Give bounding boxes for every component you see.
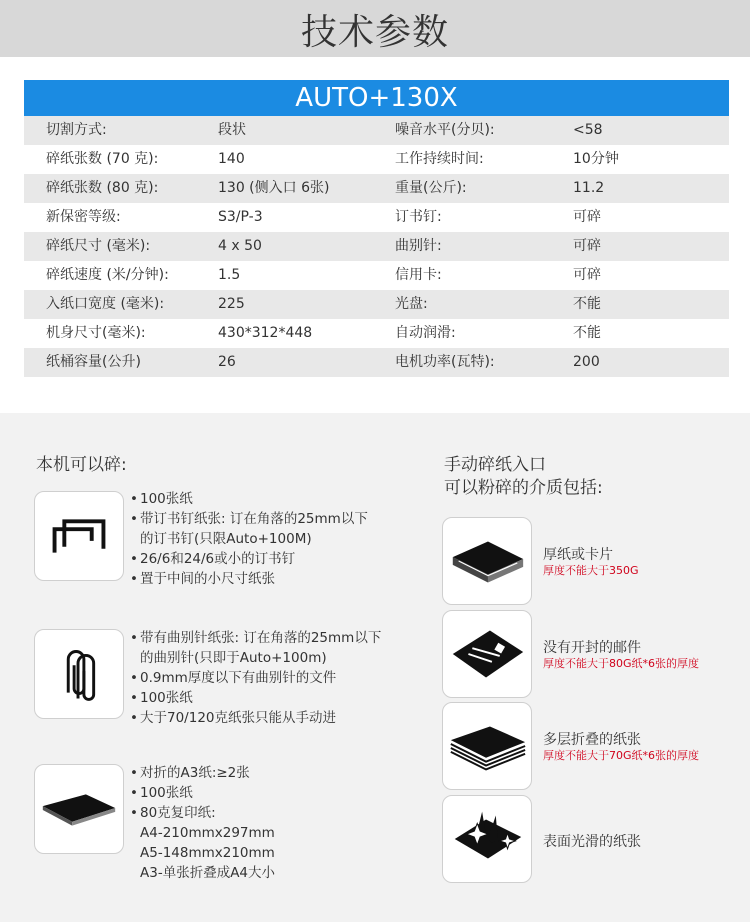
spec-label: 曲别针: [395,238,442,254]
bullet-item: • 100张纸 [130,688,381,708]
spec-value: S3/P-3 [218,209,263,225]
spec-value: 140 [218,151,245,167]
spec-row [24,319,729,348]
shreddable-title: 本机可以碎: [36,455,127,475]
thick-card-icon [442,517,532,605]
spec-value: 可碎 [573,238,601,254]
spec-value: 段状 [218,122,246,138]
spec-label: 碎纸尺寸 (毫米): [46,238,151,254]
spec-label: 入纸口宽度 (毫米): [46,296,165,312]
spec-label: 碎纸速度 (米/分钟): [46,267,169,283]
spec-value: 200 [573,354,600,370]
paperclip-icon [34,629,124,719]
bullet-item: • 带订书钉纸张: 订在角落的25mm以下 [130,509,368,529]
bullet-item: 的曲别针(只即于Auto+100m) [140,650,327,666]
spec-label: 切割方式: [46,122,107,138]
bullet-item: 的订书钉(只限Auto+100M) [140,531,312,547]
bullet-item: • 26/6和24/6或小的订书钉 [130,549,368,569]
spec-value: 130 (侧入口 6张) [218,180,330,196]
stacked-paper-icon [442,702,532,790]
spec-value: 1.5 [218,267,241,283]
spec-value: 不能 [573,325,601,341]
glossy-paper-icon [442,795,532,883]
spec-row [24,116,729,145]
spec-label: 纸桶容量(公升) [46,354,141,370]
bullet-item: • 大于70/120克纸张只能从手动进 [130,708,381,728]
spec-value: 26 [218,354,236,370]
spec-label: 重量(公斤): [395,180,467,196]
envelope-icon [442,610,532,698]
media-item [543,833,641,851]
spec-value: 10分钟 [573,151,619,167]
manual-feed-title-2: 可以粉碎的介质包括: [444,478,603,498]
bullet-item: • 置于中间的小尺寸纸张 [130,569,368,589]
media-name: 多层折叠的纸张 [543,732,641,748]
spec-value: 225 [218,296,245,312]
title-band [0,0,750,57]
media-note: 厚度不能大于350G [543,564,639,577]
bullet-item: • 100张纸 [130,489,368,509]
media-item [543,639,699,671]
manual-feed-title-1: 手动碎纸入口 [444,455,546,475]
spec-row [24,145,729,174]
bullet-item: • 100张纸 [130,783,275,803]
spec-label: 工作持续时间: [395,151,484,167]
spec-value: 可碎 [573,209,601,225]
page-title: 技术参数 [300,12,449,53]
spec-label: 机身尺寸(毫米): [46,325,146,341]
folded-bullets [130,763,275,883]
bullet-item: • 带有曲别针纸张: 订在角落的25mm以下 [130,628,381,648]
model-header: AUTO+130X [24,80,729,116]
spec-value: 11.2 [573,180,605,196]
spec-label: 订书钉: [395,209,442,225]
spec-row [24,232,729,261]
folded-paper-icon [34,764,124,854]
paperclip-bullets [130,628,381,728]
spec-row [24,290,729,319]
staple-icon [34,491,124,581]
spec-label: 碎纸张数 (80 克): [46,180,159,196]
spec-row [24,203,729,232]
bullet-item: A3-单张折叠成A4大小 [140,865,276,881]
media-name: 表面光滑的纸张 [543,834,641,850]
spec-row [24,174,729,203]
staple-bullets [130,489,368,589]
media-name: 没有开封的邮件 [543,640,641,656]
bullet-item: • 对折的A3纸:≥2张 [130,763,275,783]
spec-row [24,348,729,377]
spec-value: 430*312*448 [218,325,313,341]
spec-value: 可碎 [573,267,601,283]
media-note: 厚度不能大于80G纸*6张的厚度 [543,657,700,670]
spec-value: <58 [573,122,603,138]
bullet-item: A4-210mmx297mm [140,825,275,841]
bullet-item: • 0.9mm厚度以下有曲别针的文件 [130,668,381,688]
spec-table [24,80,729,377]
spec-row [24,261,729,290]
media-item [543,731,699,763]
bullet-item: A5-148mmx210mm [140,845,275,861]
spec-label: 噪音水平(分贝): [395,122,495,138]
spec-label: 碎纸张数 (70 克): [46,151,159,167]
spec-value: 不能 [573,296,601,312]
media-item [543,546,639,578]
spec-label: 新保密等级: [46,209,121,225]
spec-label: 信用卡: [395,267,442,283]
spec-label: 自动润滑: [395,325,456,341]
media-name: 厚纸或卡片 [543,547,613,563]
spec-label: 光盘: [395,296,428,312]
media-note: 厚度不能大于70G纸*6张的厚度 [543,749,700,762]
spec-value: 4 x 50 [218,238,262,254]
spec-label: 电机功率(瓦特): [395,354,495,370]
bullet-item: • 80克复印纸: [130,803,275,823]
